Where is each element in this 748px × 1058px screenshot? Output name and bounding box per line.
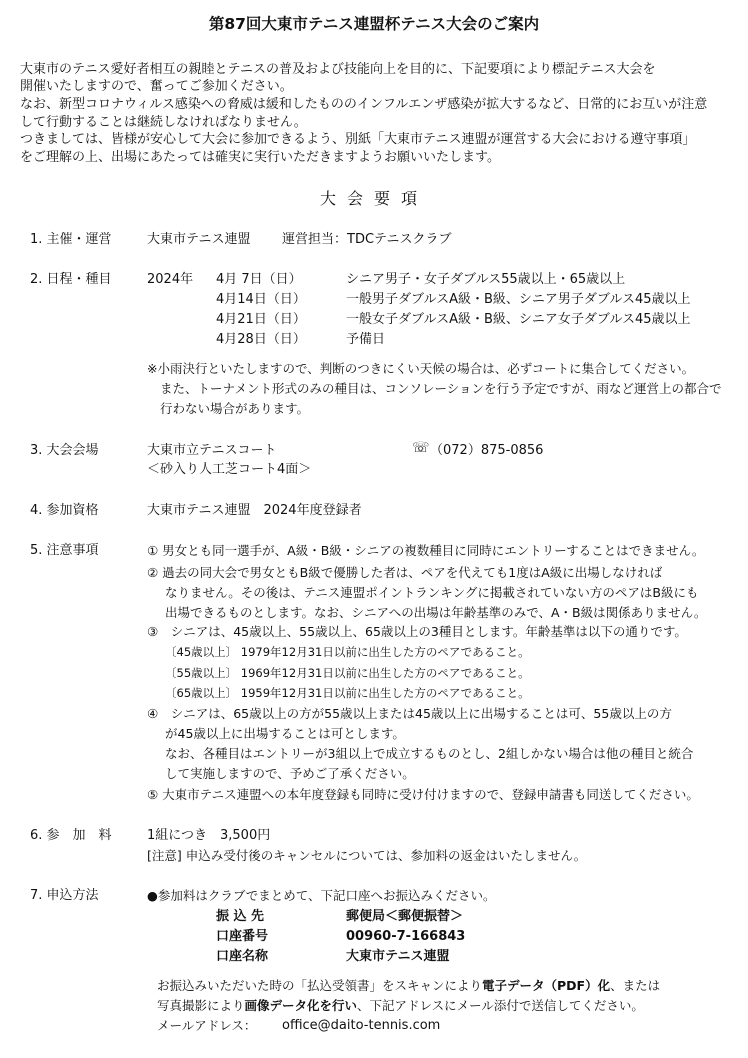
schedule-date: 4月21日（日）	[216, 312, 306, 327]
section-6-label: 6. 参 加 料	[30, 828, 112, 843]
page-title: 第87回大東市テニス連盟杯テニス大会のご案内	[208, 15, 540, 33]
schedule-event: 一般男子ダブルスA級・B級、シニア男子ダブルス45歳以上	[346, 292, 691, 307]
rule-line: ⑤ 大東市テニス連盟への本年度登録も同時に受け付けますので、登録申請書も同送してください。	[147, 787, 699, 802]
submit-instruction	[157, 976, 660, 995]
schedule-event: シニア男子・女子ダブルス55歳以上・65歳以上	[346, 272, 626, 287]
bank-key: 口座番号	[216, 929, 269, 944]
intro-line: つきましては、皆様が安心して大会に参加できるよう、別紙「大東市テニス連盟が運営する大会における遵守事項」	[20, 132, 696, 147]
fee-note: [注意] 申込み受付後のキャンセルについては、参加料の返金はいたしません。	[147, 848, 587, 863]
schedule-date: 4月14日（日）	[216, 292, 306, 307]
rule-line: なりません。その後は、テニス連盟ポイントランキングに掲載されていない方のペアはB級にも	[165, 585, 699, 600]
instruction-text: 、または	[610, 978, 661, 993]
intro-line: をご理解の上、出場にあたっては確実に実行いただきますようお願いいたします。	[20, 150, 500, 165]
rule-line: して実施しますので、予めご了承ください。	[165, 766, 415, 781]
rule-line: 出場できるものとします。なお、シニアへの出場は年齢基準のみで、A・B級は関係ありません。	[165, 605, 707, 620]
rule-line: が45歳以上に出場することは可とします。	[165, 726, 405, 741]
email-label: メールアドレス：	[157, 1018, 257, 1033]
rule-line: なお、各種目はエントリーが3組以上で成立するものとし、2組しかない場合は他の種目と統合	[165, 746, 694, 761]
section-heading: 大会要項	[319, 189, 428, 208]
schedule-year: 2024年	[147, 272, 194, 287]
eligibility: 大東市テニス連盟 2024年度登録者	[147, 503, 362, 518]
bank-value: 郵便局＜郵便振替＞	[346, 909, 464, 924]
age-criterion: 〔55歳以上〕 1969年12月31日以前に出生した方のペアであること。	[165, 666, 530, 680]
rule-line: ② 過去の同大会で男女ともB級で優勝した者は、ペアを代えても1度はA級に出場しなければ	[147, 565, 663, 580]
intro-line: なお、新型コロナウィルス感染への脅威は緩和したもののインフルエンザ感染が拡大するなど、日常的にお互いが注意	[20, 97, 708, 112]
section-4-label: 4. 参加資格	[30, 503, 99, 518]
schedule-note: 行わない場合があります。	[160, 401, 310, 416]
instruction-text: 、下記アドレスにメール添付で送信してください。	[357, 998, 644, 1013]
schedule-event: 予備日	[346, 332, 386, 347]
venue-phone: （072）875-0856	[430, 443, 544, 458]
court-info: ＜砂入り人工芝コート4面＞	[147, 462, 312, 477]
venue: 大東市立テニスコート	[147, 443, 277, 458]
intro-line: して行動することは継続しなければなりません。	[20, 115, 307, 130]
schedule-note: また、トーナメント形式のみの種目は、コンソレーションを行う予定ですが、雨など運営上の都合で	[160, 381, 722, 396]
email-address[interactable]: office@daito-tennis.com	[282, 1018, 441, 1033]
section-1-label: 1. 主催・運営	[30, 232, 112, 247]
submit-instruction	[157, 996, 644, 1015]
bank-key: 口座名称	[216, 949, 269, 964]
bank-value: 00960-7-166843	[346, 929, 466, 944]
age-criterion: 〔65歳以上〕 1959年12月31日以前に出生した方のペアであること。	[165, 686, 530, 700]
bank-key: 振 込 先	[216, 909, 265, 924]
intro-line: 開催いたしますので、奮ってご参加ください。	[20, 79, 293, 94]
section-2-label: 2. 日程・種目	[30, 272, 112, 287]
rule-line: ① 男女とも同一選手が、A級・B級・シニアの複数種目に同時にエントリーすることはできません。	[147, 543, 705, 558]
phone-icon: ☏	[412, 440, 430, 456]
entry-fee: 1組につき 3,500円	[147, 828, 271, 843]
rule-line: ④ シニアは、65歳以上の方が55歳以上または45歳以上に出場することは可、55歳以上の方	[147, 706, 672, 721]
age-criterion: 〔45歳以上〕 1979年12月31日以前に出生した方のペアであること。	[165, 645, 530, 659]
bank-value: 大東市テニス連盟	[346, 949, 450, 964]
instruction-text: お振込みいただいた時の「払込受領書」をスキャンにより	[157, 978, 483, 993]
section-3-label: 3. 大会会場	[30, 443, 99, 458]
rule-line: ③ シニアは、45歳以上、55歳以上、65歳以上の3種目とします。年齢基準は以下の通りです。	[147, 624, 687, 639]
instruction-emphasis: 電子データ（PDF）化	[482, 978, 611, 993]
apply-lead: ●参加料はクラブでまとめて、下記口座へお振込みください。	[147, 888, 496, 903]
section-5-label: 5. 注意事項	[30, 543, 99, 558]
organizer: 大東市テニス連盟	[147, 232, 251, 247]
instruction-emphasis: 画像データ化を行い	[244, 998, 358, 1013]
schedule-note: ※小雨決行といたしますので、判断のつきにくい天候の場合は、必ずコートに集合してください。	[147, 361, 695, 376]
schedule-event: 一般女子ダブルスA級・B級、シニア女子ダブルス45歳以上	[346, 312, 691, 327]
operator: 運営担当：TDCテニスクラブ	[282, 232, 452, 247]
section-7-label: 7. 申込方法	[30, 888, 99, 903]
intro-line: 大東市のテニス愛好者相互の親睦とテニスの普及および技能向上を目的に、下記要項により標記テニス大会を	[20, 62, 656, 77]
instruction-text: 写真撮影により	[157, 998, 245, 1013]
schedule-date: 4月 7日（日）	[216, 272, 302, 287]
schedule-date: 4月28日（日）	[216, 332, 306, 347]
